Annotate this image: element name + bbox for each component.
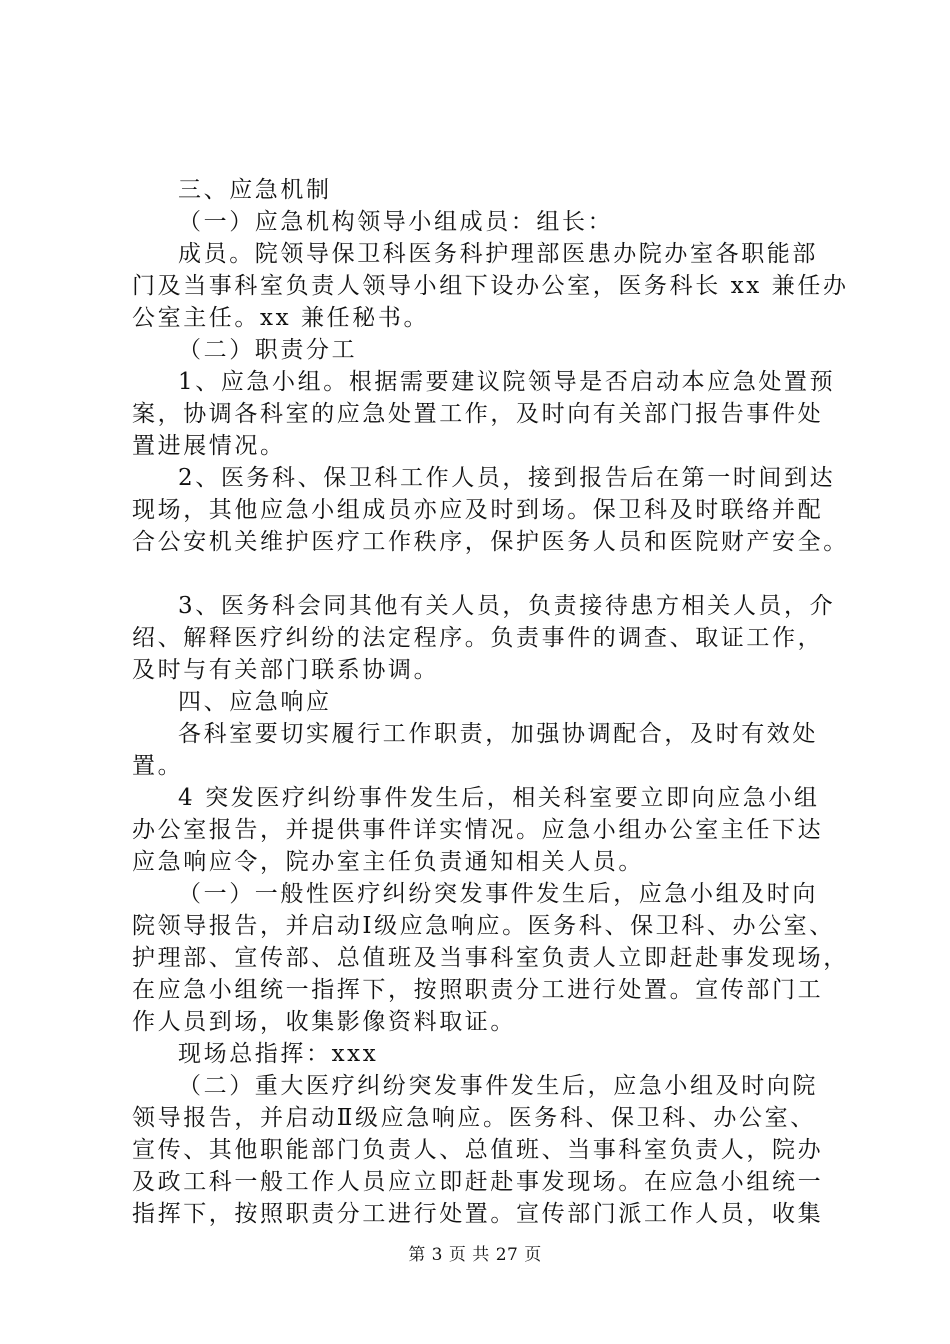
body-line: 及时与有关部门联系协调。	[132, 657, 440, 683]
body-line: 及政工科一般工作人员应立即赶赴事发现场。在应急小组统一	[132, 1169, 824, 1195]
subsection-heading: （一）应急机构领导小组成员：组长：	[178, 209, 614, 235]
body-line: 公室主任。xx 兼任秘书。	[132, 305, 430, 331]
body-line: （二）重大医疗纠纷突发事件发生后，应急小组及时向院	[178, 1073, 818, 1099]
body-line: 指挥下，按照职责分工进行处置。宣传部门派工作人员，收集	[132, 1201, 824, 1227]
body-line: 2、医务科、保卫科工作人员，接到报告后在第一时间到达	[178, 465, 836, 491]
section-heading: 三、应急机制	[178, 177, 332, 203]
body-line: 护理部、宣传部、总值班及当事科室负责人立即赶赴事发现场，	[132, 945, 849, 971]
body-line: 案，协调各科室的应急处置工作，及时向有关部门报告事件处	[132, 401, 824, 427]
body-line: 置进展情况。	[132, 433, 286, 459]
body-line: 合公安机关维护医疗工作秩序，保护医务人员和医院财产安全。	[132, 529, 849, 555]
body-line: 置。	[132, 753, 184, 779]
body-line: 应急响应令，院办室主任负责通知相关人员。	[132, 849, 644, 875]
body-line: 院领导报告，并启动Ⅰ级应急响应。医务科、保卫科、办公室、	[132, 913, 835, 939]
body-line: 绍、解释医疗纠纷的法定程序。负责事件的调查、取证工作，	[132, 625, 824, 651]
body-line: 办公室报告，并提供事件详实情况。应急小组办公室主任下达	[132, 817, 824, 843]
body-line: 现场总指挥：xxx	[178, 1041, 379, 1067]
body-line: 领导报告，并启动Ⅱ级应急响应。医务科、保卫科、办公室、	[132, 1105, 816, 1131]
body-line: 4 突发医疗纠纷事件发生后，相关科室要立即向应急小组	[178, 785, 820, 811]
body-line: 作人员到场，收集影像资料取证。	[132, 1009, 516, 1035]
body-line: 1、应急小组。根据需要建议院领导是否启动本应急处置预	[178, 369, 836, 395]
body-line: 现场，其他应急小组成员亦应及时到场。保卫科及时联络并配	[132, 497, 824, 523]
section-heading: 四、应急响应	[178, 689, 332, 715]
subsection-heading: （二）职责分工	[178, 337, 358, 363]
page-number-footer: 第 3 页 共 27 页	[408, 1245, 542, 1265]
body-line: 3、医务科会同其他有关人员，负责接待患方相关人员，介	[178, 593, 836, 619]
body-line: （一）一般性医疗纠纷突发事件发生后，应急小组及时向	[178, 881, 818, 907]
body-line: 各科室要切实履行工作职责，加强协调配合，及时有效处	[178, 721, 818, 747]
body-line: 门及当事科室负责人领导小组下设办公室，医务科长 xx 兼任办	[132, 273, 849, 299]
body-line: 在应急小组统一指挥下，按照职责分工进行处置。宣传部门工	[132, 977, 824, 1003]
body-line: 宣传、其他职能部门负责人、总值班、当事科室负责人，院办	[132, 1137, 824, 1163]
body-line: 成员。院领导保卫科医务科护理部医患办院办室各职能部	[178, 241, 818, 267]
